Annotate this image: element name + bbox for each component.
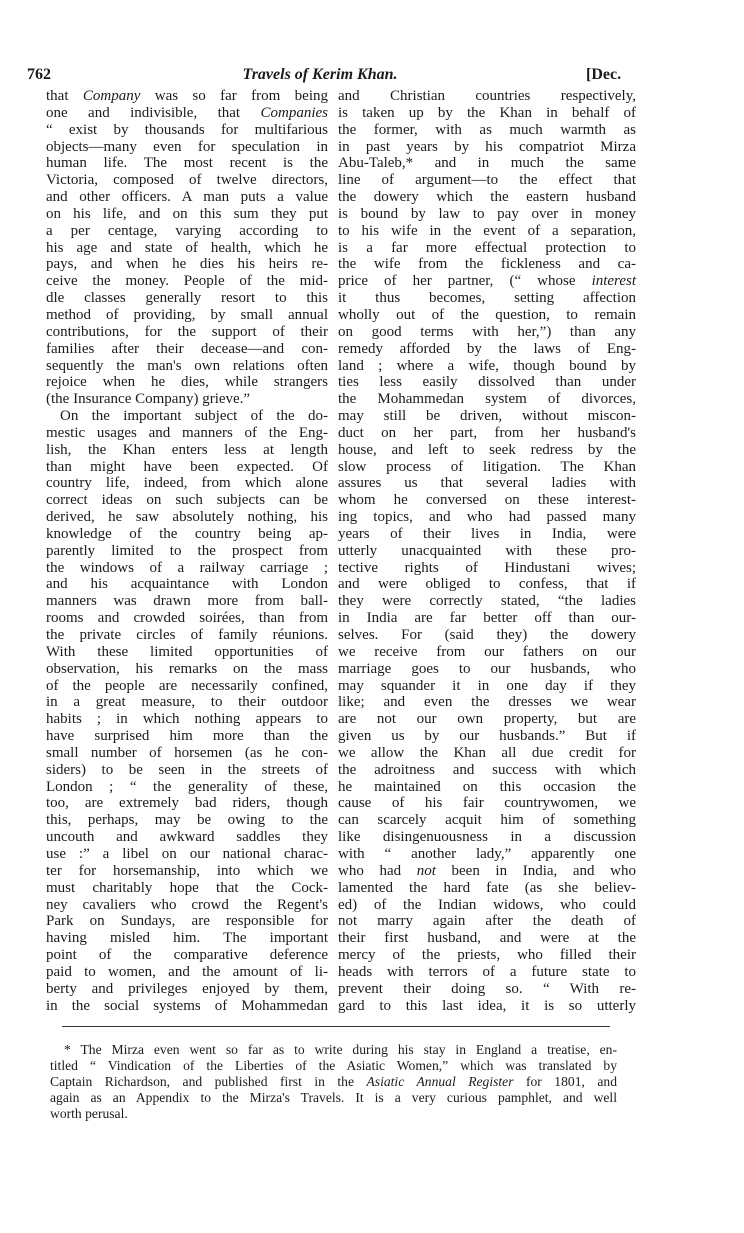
text-line: prevent their doing so. “ With re-	[338, 980, 636, 997]
running-title: Travels of Kerim Khan.	[242, 66, 398, 83]
left-text-column	[46, 88, 328, 1014]
text-line: the Mohammedan system of divorces,	[338, 391, 636, 408]
text-line: correct ideas on such subjects can be	[46, 492, 328, 509]
right-text-column	[338, 88, 636, 1014]
text-line: and his acquaintance with London	[46, 576, 328, 593]
text-line: in a great measure, to their outdoor	[46, 694, 328, 711]
text-line: to his wife in the event of a separation,	[338, 222, 636, 239]
text-line: house, and left to seek redress by the	[338, 441, 636, 458]
text-line: of the people are necessarily confined,	[46, 677, 328, 694]
text-line: selves. For (said they) the dowery	[338, 627, 636, 643]
text-line: ceive the money. People of the mid-	[46, 273, 328, 290]
text-line: sequently the man's own relations often	[46, 357, 328, 374]
text-line: dle classes generally resort to this	[46, 290, 328, 307]
text-line: rejoice when he dies, while strangers	[46, 374, 328, 391]
text-line: With these limited opportunities of	[46, 643, 328, 660]
text-line: in India are far better off than our-	[338, 610, 636, 627]
text-line: slow process of litigation. The Khan	[338, 458, 636, 475]
text-line: a per centage, varying according to	[46, 222, 328, 239]
text-line: years of their lives in India, were	[338, 525, 636, 542]
text-line: is bound by law to pay over in money	[338, 205, 636, 222]
text-line: ter for horsemanship, into which we	[46, 862, 328, 879]
page-number: 762	[27, 66, 51, 83]
italic-text: Companies	[260, 104, 328, 121]
text-line: the former, with as much warmth as	[338, 121, 636, 138]
text-line: he maintained on this occasion the	[338, 778, 636, 795]
text-line: manners was drawn more from ball-	[46, 593, 328, 610]
text-line: the dowery which the eastern husband	[338, 189, 636, 206]
text-line: country life, indeed, from which alone	[46, 475, 328, 492]
text-line: Park on Sundays, are responsible for	[46, 913, 328, 930]
text-line: siders) to be seen in the streets of	[46, 761, 328, 778]
text-line: on good terms with her,”) than any	[338, 323, 636, 340]
text-line: the adroitness and success with which	[338, 761, 636, 778]
text-line: we allow the Khan all due credit for	[338, 744, 636, 761]
text-line: than might have been expected. Of	[46, 458, 328, 475]
text-line: uncouth and awkward saddles they	[46, 829, 328, 846]
italic-text: Asiatic Annual Register	[366, 1074, 514, 1089]
text-line: too, are extremely bad riders, though	[46, 795, 328, 812]
text-line: and Christian countries respectively,	[338, 88, 636, 104]
text-line: contributions, for the support of their	[46, 323, 328, 340]
text-line: objects—many even for speculation in	[46, 138, 328, 155]
text-line: use :” a libel on our national charac-	[46, 845, 328, 862]
text-line: line of argument—to the effect that	[338, 172, 636, 189]
text-line: wholly out of the question, to remain	[338, 306, 636, 323]
text-line: are not our own property, but are	[338, 711, 636, 728]
footnote	[50, 1042, 617, 1122]
text-line: London ; “ the generality of these,	[46, 778, 328, 795]
text-line: human life. The most recent is the	[46, 155, 328, 172]
text-line: we receive from our fathers on our	[338, 643, 636, 660]
text-line: one and indivisible, that Companies	[46, 104, 328, 121]
text-line: * The Mirza even went so far as to write during his stay in England a treatise, en-	[64, 1042, 617, 1057]
text-line: given us by our husbands.” But if	[338, 728, 636, 745]
text-line: with “ another lady,” apparently one	[338, 845, 636, 862]
text-line: the windows of a railway carriage ;	[46, 559, 328, 576]
text-line: worth perusal.	[50, 1106, 128, 1121]
italic-text: not	[416, 862, 436, 879]
text-line: small number of horsemen (as he con-	[46, 744, 328, 761]
text-line: (the Insurance Company) grieve.”	[46, 391, 251, 408]
text-line: heads with terrors of a future state to	[338, 963, 636, 980]
text-line: is a far more effectual protection to	[338, 239, 636, 256]
text-line: berty and privileges enjoyed by them,	[46, 980, 328, 997]
text-line: price of her partner, (“ whose interest	[338, 273, 636, 290]
text-line: mercy of the priests, who filled their	[338, 947, 636, 964]
running-month: [Dec.	[586, 66, 622, 83]
text-line: method of providing, by small annual	[46, 306, 328, 323]
text-line: it thus becomes, setting affection	[338, 290, 636, 307]
text-line: “ exist by thousands for multifarious	[46, 121, 328, 138]
text-line: have surprised him more than the	[46, 728, 328, 745]
text-line: rooms and crowded soirées, than from	[46, 610, 328, 627]
text-line: and were obliged to confess, that if	[338, 576, 636, 593]
text-line: utterly unacquainted with these pro-	[338, 542, 636, 559]
text-line: knowledge of the country being ap-	[46, 525, 328, 542]
text-line: Captain Richardson, and published first in the Asiatic Annual Register for 1801, and	[50, 1074, 617, 1089]
text-line: duct on her part, from her husband's	[338, 424, 636, 441]
text-line: this, perhaps, may be owing to the	[46, 812, 328, 829]
text-line: remedy afforded by the laws of Eng-	[338, 340, 636, 357]
text-line: titled “ Vindication of the Liberties of the Asiatic Women,” which was translated by	[50, 1058, 617, 1073]
text-line: and other officers. A man puts a value	[46, 189, 328, 206]
text-line: On the important subject of the do-	[60, 408, 328, 425]
text-line: assures us that several ladies with	[338, 475, 636, 492]
italic-text: interest	[591, 273, 636, 290]
text-line: lamented the hard fate (as she believ-	[338, 879, 636, 896]
text-line: they were correctly stated, “the ladies	[338, 593, 636, 610]
text-line: gard to this last idea, it is so utterly	[338, 997, 636, 1014]
text-line: ties less easily dissolved than under	[338, 374, 636, 391]
text-line: again as an Appendix to the Mirza's Travels. It is a very curious pamphlet, and well	[50, 1090, 617, 1105]
text-line: point of the comparative deference	[46, 947, 328, 964]
footnote-divider	[62, 1026, 610, 1027]
text-line: whom he conversed on these interest-	[338, 492, 636, 509]
text-line: in the social systems of Mohammedan	[46, 997, 328, 1014]
text-line: that Company was so far from being	[46, 88, 329, 104]
text-line: ney cavaliers who crowd the Regent's	[46, 896, 328, 913]
text-line: on his life, and on this sum they put	[46, 205, 328, 222]
text-line: who had not been in India, and who	[338, 862, 636, 879]
text-line: like; and even the dresses we wear	[338, 694, 636, 711]
text-line: land ; where a wife, though bound by	[338, 357, 636, 374]
text-line: paid to women, and the amount of li-	[46, 963, 328, 980]
italic-text: Company	[82, 88, 141, 104]
text-line: Victoria, composed of twelve directors,	[46, 172, 328, 189]
text-line: ed) of the Indian widows, who could	[338, 896, 636, 913]
text-line: Abu-Taleb,* and in much the same	[338, 155, 636, 172]
text-line: not marry again after the death of	[338, 913, 636, 930]
text-line: families after their decease—and con-	[46, 340, 328, 357]
text-line: in past years by his compatriot Mirza	[338, 138, 636, 155]
text-line: observation, his remarks on the mass	[46, 660, 328, 677]
text-line: cause of his fair countrywomen, we	[338, 795, 636, 812]
text-line: habits ; in which nothing appears to	[46, 711, 328, 728]
text-line: may squander it in one day if they	[338, 677, 636, 694]
text-line: his age and state of health, which he	[46, 239, 328, 256]
text-line: must charitably hope that the Cock-	[46, 879, 328, 896]
text-line: having misled him. The important	[46, 930, 328, 947]
text-line: pays, and when he dies his heirs re-	[46, 256, 328, 273]
text-line: parently limited to the prospect from	[46, 542, 328, 559]
text-line: is taken up by the Khan in behalf of	[338, 104, 636, 121]
text-line: their first husband, and were at the	[338, 930, 636, 947]
text-line: like disingenuousness in a discussion	[338, 829, 636, 846]
text-line: derived, he saw absolutely nothing, his	[46, 509, 328, 526]
text-line: may still be driven, without miscon-	[338, 408, 636, 425]
text-line: can scarcely acquit him of something	[338, 812, 636, 829]
text-line: ing topics, and who had passed many	[338, 509, 636, 526]
text-line: the wife from the fickleness and ca-	[338, 256, 636, 273]
text-line: tective rights of Hindustani wives;	[338, 559, 636, 576]
text-line: marriage goes to our husbands, who	[338, 660, 636, 677]
text-line: the private circles of family réunions.	[46, 627, 328, 643]
text-line: mestic usages and manners of the Eng-	[46, 424, 328, 441]
text-line: lish, the Khan enters less at length	[46, 441, 328, 458]
